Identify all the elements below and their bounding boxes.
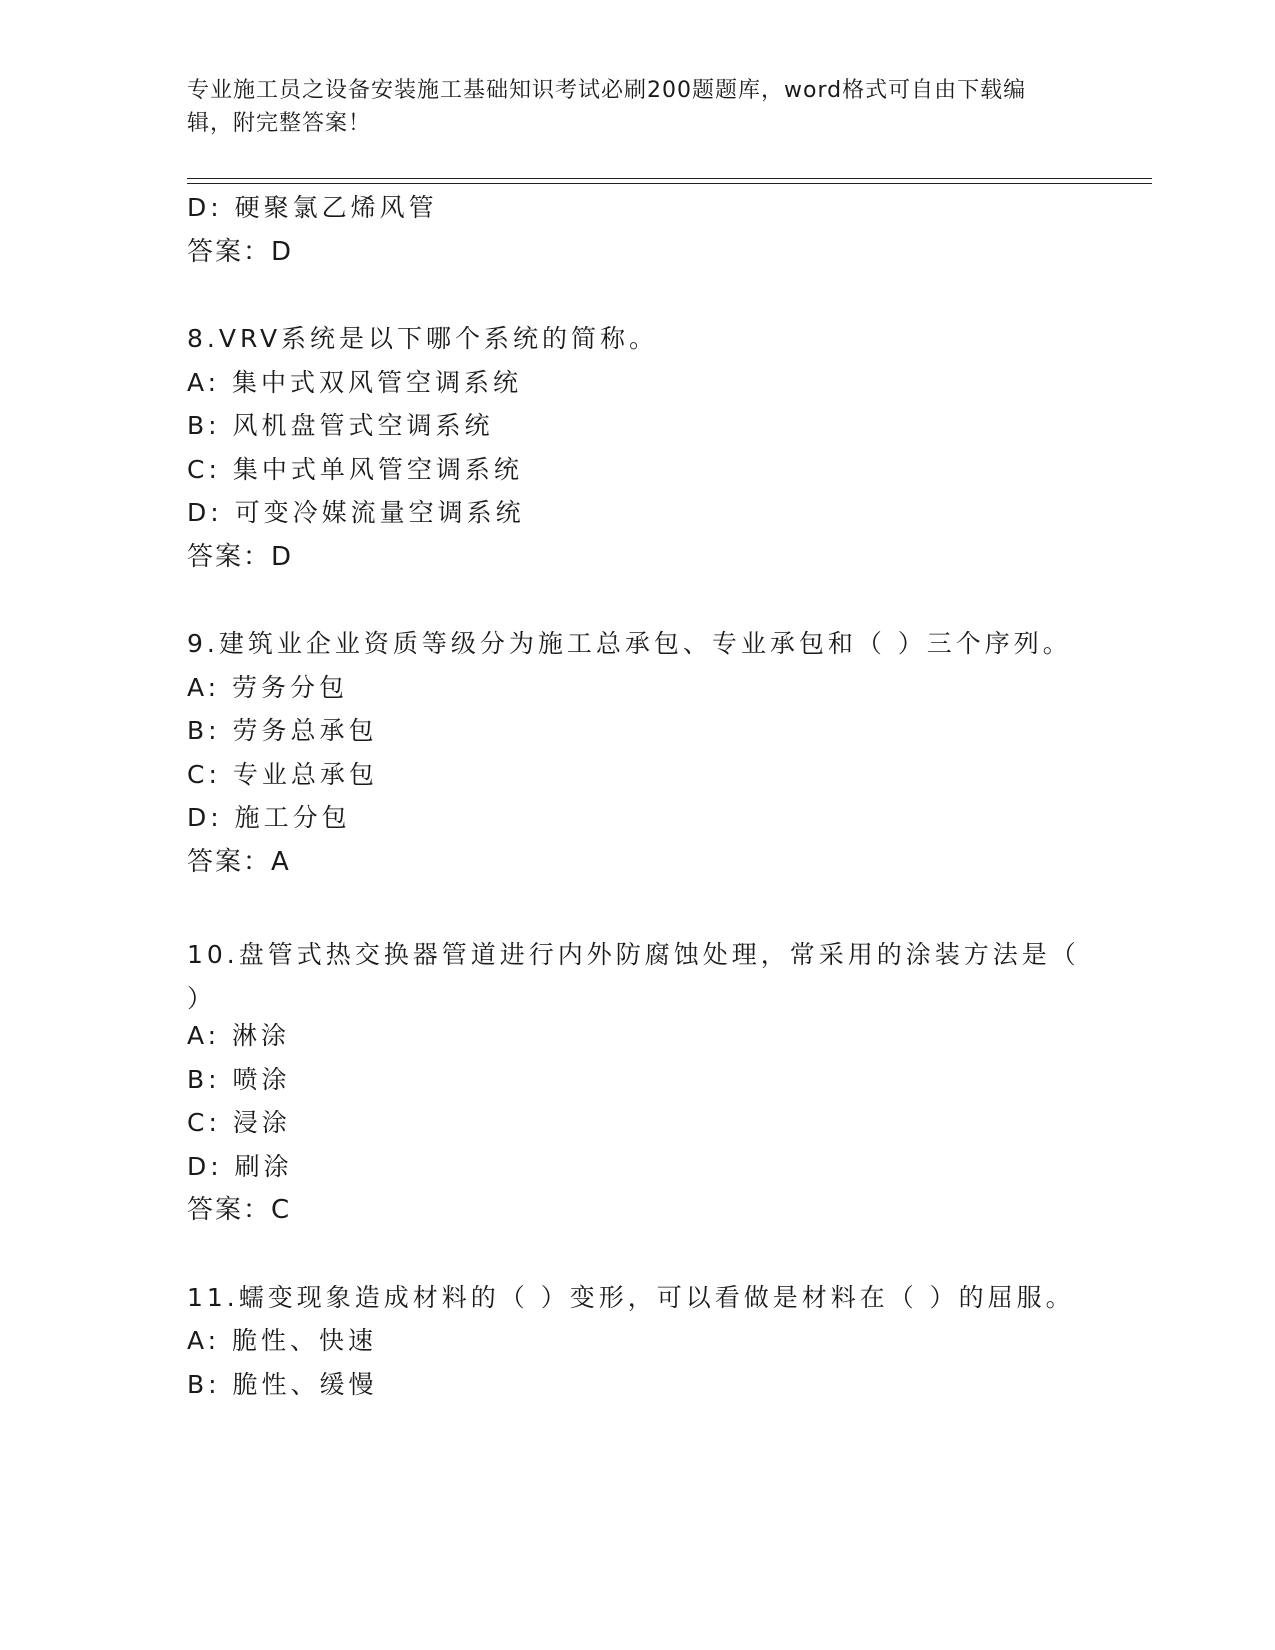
option-a-q8: A: 集中式双风管空调系统 (187, 368, 523, 397)
header-divider-top (187, 178, 1152, 179)
answer-q10: 答案：C (187, 1195, 292, 1225)
option-d-q8: D: 可变冷媒流量空调系统 (187, 498, 525, 527)
option-c-q10: C: 浸涂 (187, 1108, 291, 1137)
option-a-q9: A: 劳务分包 (187, 673, 349, 702)
option-b-q9: B: 劳务总承包 (187, 716, 378, 745)
option-c-q9: C: 专业总承包 (187, 760, 378, 789)
question-9: 9.建筑业企业资质等级分为施工总承包、专业承包和（ ）三个序列。 (187, 629, 1072, 658)
option-b-q11: B: 脆性、缓慢 (187, 1370, 378, 1399)
question-8: 8.VRV系统是以下哪个系统的简称。 (187, 324, 659, 353)
option-b-q8: B: 风机盘管式空调系统 (187, 411, 494, 440)
option-d-q9: D: 施工分包 (187, 803, 351, 832)
option-b-q10: B: 喷涂 (187, 1065, 291, 1094)
document-header: 专业施工员之设备安装施工基础知识考试必刷200题题库，word格式可自由下载编辑，附完整答案！ (187, 78, 1027, 136)
answer-q9: 答案：A (187, 847, 291, 877)
option-a-q11: A: 脆性、快速 (187, 1326, 378, 1355)
answer-q7: 答案：D (187, 237, 294, 267)
header-divider-bottom (187, 183, 1152, 184)
option-a-q10: A: 淋涂 (187, 1021, 291, 1050)
question-11: 11.蠕变现象造成材料的（ ）变形，可以看做是材料在（ ）的屈服。 (187, 1283, 1075, 1312)
option-d-q10: D: 刷涂 (187, 1152, 293, 1181)
option-d-q7: D: 硬聚氯乙烯风管 (187, 193, 438, 222)
question-10: 10.盘管式热交换器管道进行内外防腐蚀处理，常采用的涂装方法是（ ） (187, 940, 1080, 1013)
option-c-q8: C: 集中式单风管空调系统 (187, 455, 523, 484)
answer-q8: 答案：D (187, 542, 294, 572)
